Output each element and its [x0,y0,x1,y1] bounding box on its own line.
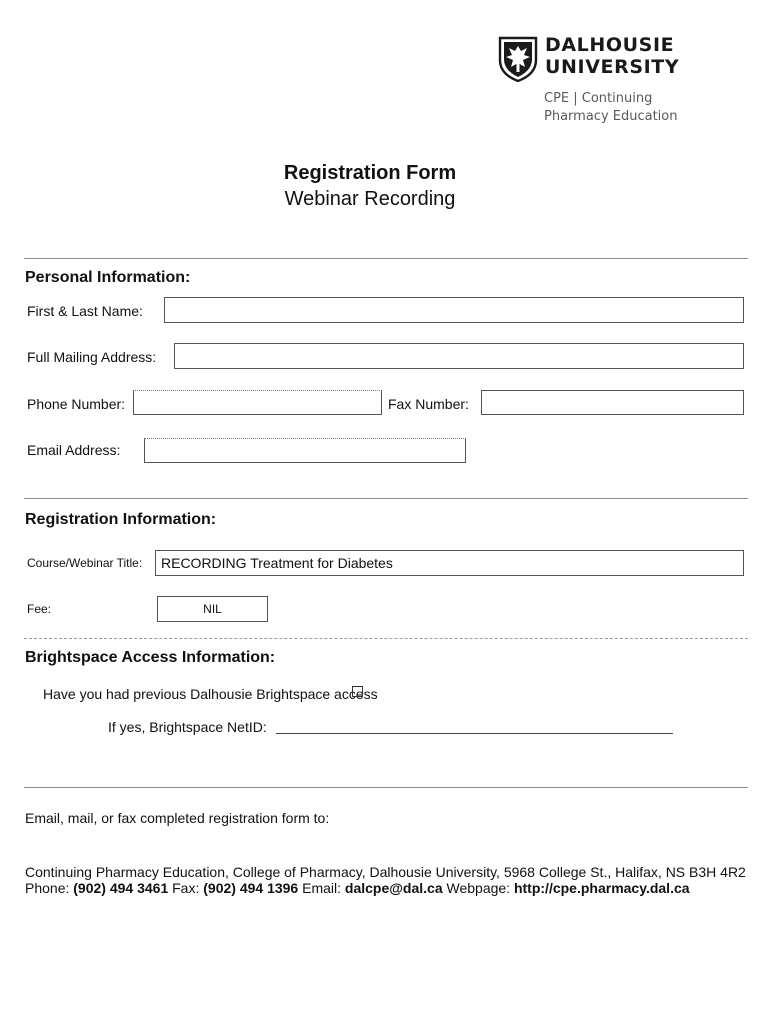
fax-label: Fax Number: [388,396,469,412]
previous-access-label: Have you had previous Dalhousie Brightspace access [43,686,378,702]
contact-web-link[interactable]: http://cpe.pharmacy.dal.ca [513,880,690,896]
web-caption: Webpage: [446,880,511,896]
name-label: First & Last Name: [27,303,143,319]
email-field[interactable] [144,438,466,463]
section-divider [24,638,748,639]
course-label: Course/Webinar Title: [27,556,143,570]
brightspace-heading: Brightspace Access Information: [25,649,276,666]
name-value [165,302,170,318]
address-value [175,348,180,364]
course-value: RECORDING Treatment for Diabetes [161,555,393,571]
email-label: Email Address: [27,442,121,458]
fee-value: NIL [203,602,222,616]
personal-info-heading: Personal Information: [25,269,191,286]
section-divider [24,498,748,499]
contact-phone: (902) 494 3461 [73,880,169,896]
phone-caption: Phone: [25,880,70,896]
contact-email-link[interactable]: dalcpe@dal.ca [344,880,443,896]
logo-line-1: DALHOUSIE [545,34,675,56]
email-caption: Email: [302,880,342,896]
fax-value [482,395,487,411]
section-divider [24,787,748,788]
fee-label: Fee: [27,602,52,616]
logo-line-2: UNIVERSITY [545,56,680,78]
logo-subtitle [544,90,678,126]
registration-info-heading: Registration Information: [25,511,217,528]
logo-wordmark [545,34,679,78]
crest-shield-icon [498,36,538,82]
address-field[interactable] [174,343,744,369]
previous-access-checkbox[interactable] [352,686,363,697]
fax-field[interactable] [481,390,744,415]
phone-field[interactable] [133,390,382,415]
netid-label: If yes, Brightspace NetID: [108,719,267,735]
form-title: Registration Form [283,162,457,184]
logo-sub-line-1: CPE | Continuing [544,91,653,106]
section-divider [24,258,748,259]
email-value [145,443,150,459]
phone-value [134,395,139,411]
instruction-text: Email, mail, or fax completed registration form to: [25,810,330,826]
fee-field[interactable] [157,596,268,622]
contact-address: Continuing Pharmacy Education, College of Pharmacy, Dalhousie University, 5968 College St., Halifax, NS B3H 4R2 [25,864,746,880]
form-subtitle: Webinar Recording [284,188,456,210]
netid-field[interactable] [276,733,673,734]
course-field[interactable] [155,550,744,576]
contact-line [25,880,765,896]
fax-caption: Fax: [172,880,200,896]
address-label: Full Mailing Address: [27,349,157,365]
name-field[interactable] [164,297,744,323]
phone-label: Phone Number: [27,396,126,412]
logo-sub-line-2: Pharmacy Education [544,109,678,124]
contact-fax: (902) 494 1396 [203,880,299,896]
